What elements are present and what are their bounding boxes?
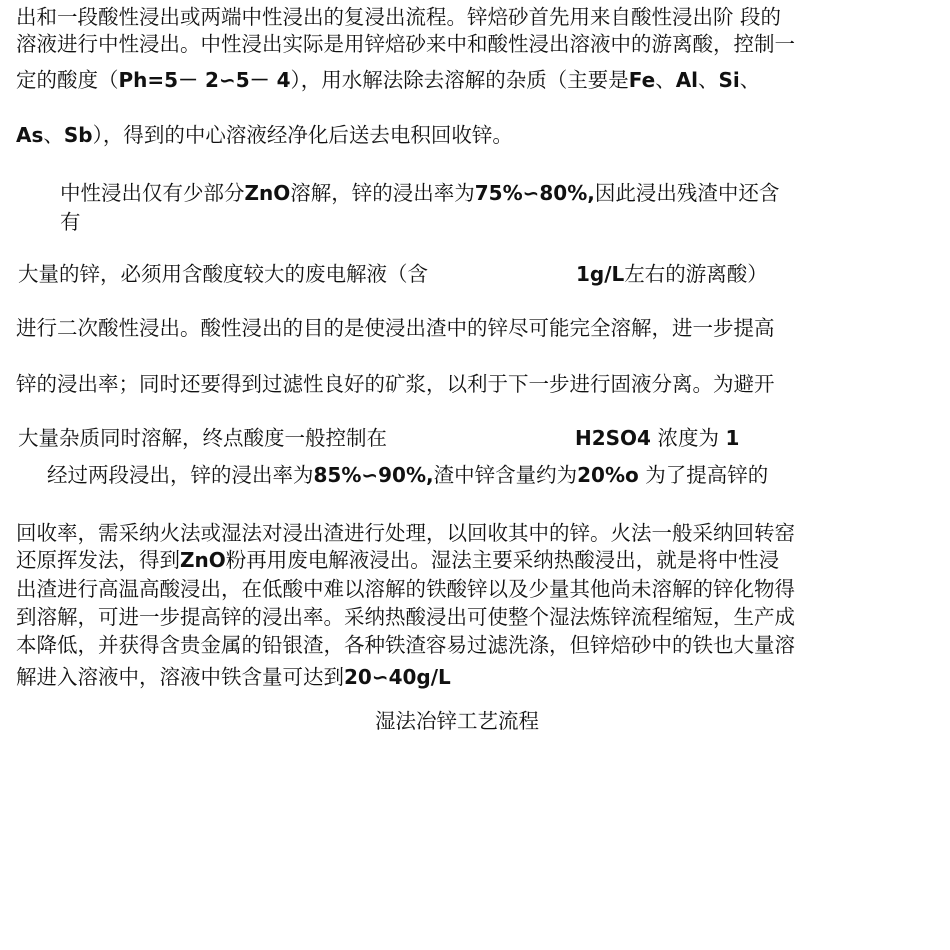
text: ），得到的中心溶液经净化后送去电积回收锌。 [92,123,513,147]
text: ），用水解法除去溶解的杂质（主要是 [290,68,629,92]
text: 渣中锌含量约为 [433,463,578,487]
text: 、 [655,68,676,92]
text: 左右的游离酸） [624,262,768,286]
text: 锌的浸出率；同时还要得到过滤性良好的矿浆，以利于下一步进行固液分离。为避开 [16,372,775,396]
zinc-content: 20%o [577,463,639,487]
caption-text: 湿法冶锌工艺流程 [375,709,539,733]
concentration-value: 1 [725,426,740,450]
text: 还原挥发法，得到 [16,548,180,572]
text: 出和一段酸性浸出或两端中性浸出的复浸出流程。锌焙砂首先用来自酸性浸出阶 段的 [16,5,782,29]
element-as: As [16,123,44,147]
text: 到溶解，可进一步提高锌的浸出率。采纳热酸浸出可使整个湿法炼锌流程缩短，生产成 [16,605,795,629]
text: 浓度为 [657,426,720,450]
p2-line-3 [18,261,768,287]
h2so4-term: H2SO4 [575,426,651,450]
p3-line-1 [47,462,768,488]
p1-line-1 [16,4,781,30]
element-sb: Sb [63,123,93,147]
p1-line-3 [16,67,760,93]
text: 本降低，并获得含贵金属的铅银渣，各种铁渣容易过滤洗涤，但锌焙砂中的铁也大量溶 [16,633,795,657]
p3-line-6 [16,632,795,658]
p3-line-3 [16,547,779,573]
text: 、 [43,123,64,147]
leach-rate-two-stage: 85%∽90%, [313,463,434,487]
zno-term: ZnO [180,548,226,572]
text: 出渣进行高温高酸浸出，在低酸中难以溶解的铁酸锌以及少量其他尚未溶解的锌化物得 [16,577,795,601]
text: 、 [698,68,719,92]
figure-caption [375,708,539,734]
p2-line-1 [60,180,779,206]
acid-concentration: 1g/L [576,262,625,286]
element-fe: Fe [628,68,656,92]
p3-line-7 [16,664,451,690]
text: 大量杂质同时溶解，终点酸度一般控制在 [18,426,387,450]
p2-line-4 [16,315,775,341]
p2-line-6 [18,425,739,451]
text: 粉再用废电解液浸出。湿法主要采纳热酸浸出，就是将中性浸 [225,548,780,572]
leach-rate: 75%∽80%, [474,181,595,205]
zno-term: ZnO [244,181,291,205]
p2-line-5 [16,371,775,397]
text: 中性浸出仅有少部分 [60,181,245,205]
text: 溶解，锌的浸出率为 [290,181,475,205]
text: 定的酸度（ [16,68,119,92]
p1-line-4 [16,122,513,148]
element-si: Si [718,68,740,92]
iron-content: 20∽40g/L [344,665,451,689]
text: 解进入溶液中，溶液中铁含量可达到 [16,665,344,689]
element-al: Al [675,68,699,92]
p3-line-4 [16,576,795,602]
text: 、 [739,68,761,92]
text: 因此浸出残渣中还含 [594,181,780,205]
p2-line-2 [60,209,81,235]
text: 溶液进行中性浸出。中性浸出实际是用锌焙砂来中和酸性浸出溶液中的游离酸，控制一 [16,32,795,56]
text: 大量的锌，必须用含酸度较大的废电解液（含 [18,262,428,286]
ph-value: Ph=5－ 2∽5－ 4 [118,68,291,92]
text: 为了提高锌的 [645,463,769,487]
text: 经过两段浸出，锌的浸出率为 [47,463,314,487]
p3-line-2 [16,520,795,546]
text: 进行二次酸性浸出。酸性浸出的目的是使浸出渣中的锌尽可能完全溶解，进一步提高 [16,316,775,340]
text: 有 [60,210,81,234]
p3-line-5 [16,604,795,630]
p1-line-2 [16,31,795,57]
text: 回收率，需采纳火法或湿法对浸出渣进行处理，以回收其中的锌。火法一般采纳回转窑 [16,521,795,545]
